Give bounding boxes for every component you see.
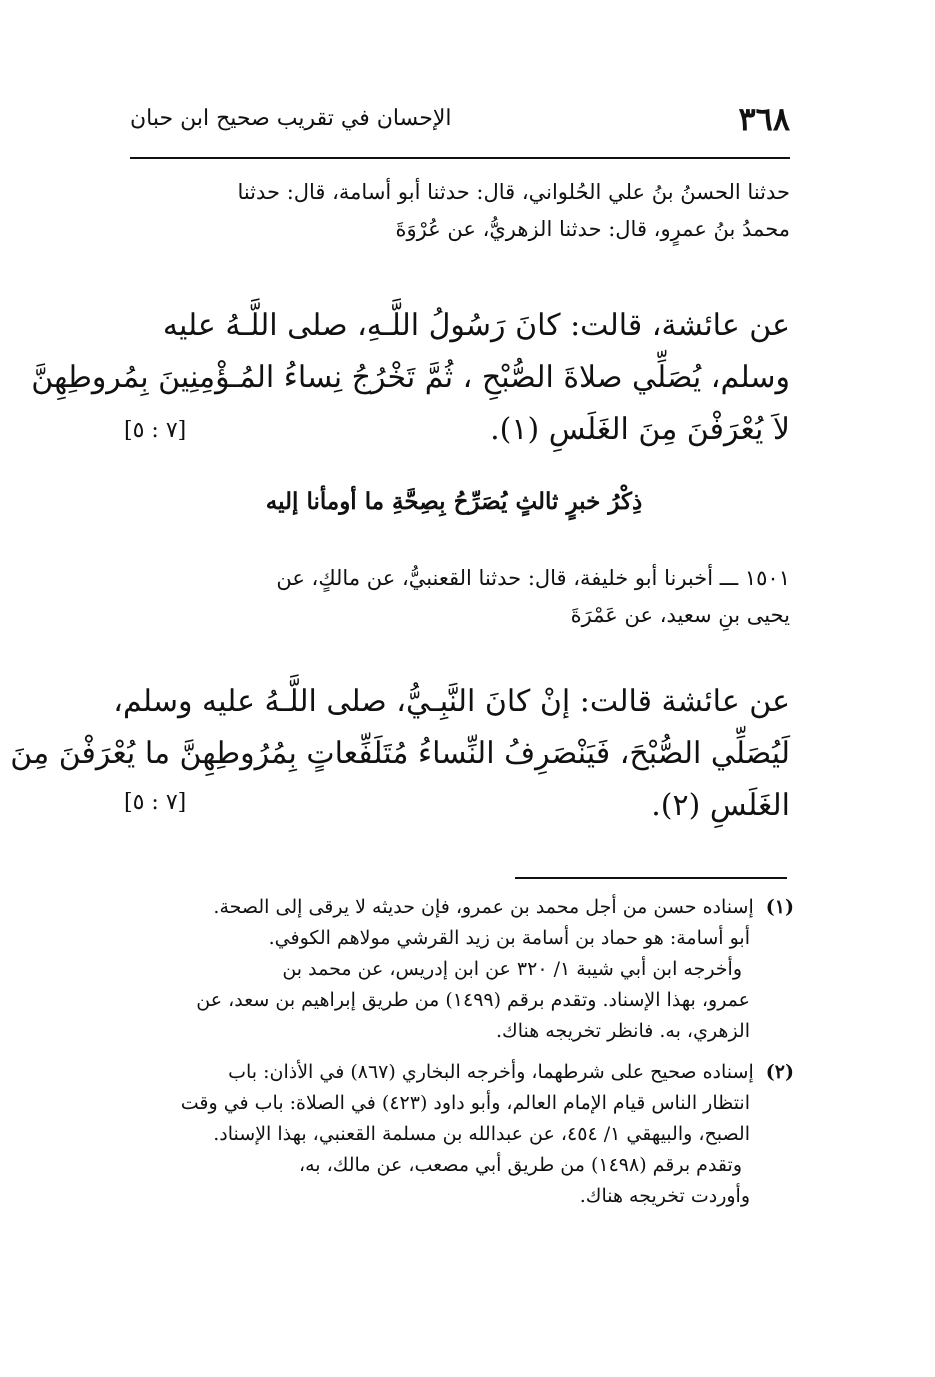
hadith-2-reference: [٧ : ٥] [124, 790, 187, 815]
matn-line: لاَ يُعْرَفْنَ مِنَ الغَلَسِ (١). [490, 412, 790, 447]
footnote-gap [118, 1047, 794, 1057]
footnote-line: الزهري، به. فانظر تخريجه هناك. [496, 1020, 750, 1042]
hadith-1-reference: [٧ : ٥] [124, 418, 187, 443]
hadith-1-matn [31, 300, 790, 456]
header-rule [130, 157, 790, 159]
matn-line: عن عائشة قالت: إنْ كانَ النَّبِـيُّ، صلى اللَّـهُ عليه وسلم، [113, 684, 790, 719]
hadith-1-isnad [118, 174, 790, 248]
footnote-marker: (٢) [765, 1061, 794, 1083]
matn-line: الغَلَسِ (٢). [651, 788, 790, 823]
hadith-2-isnad [118, 560, 790, 634]
page-number: ٣٦٨ [738, 100, 790, 138]
footnote-line: انتظار الناس قيام الإمام العالم، وأبو داود (٤٢٣) في الصلاة: باب في وقت [180, 1092, 750, 1114]
footnote-line: وأوردت تخريجه هناك. [579, 1185, 750, 1207]
footnote-line [118, 1057, 794, 1088]
footnote-line: وتقدم برقم (١٤٩٨) من طريق أبي مصعب، عن مالك، به، [298, 1154, 742, 1176]
page-header [130, 100, 790, 144]
hadith-2-matn [10, 676, 790, 832]
footnote-text: إسناده حسن من أجل محمد بن عمرو، فإن حديثه لا يرقى إلى الصحة. [213, 896, 754, 918]
isnad-line: حدثنا الحسنُ بنُ علي الحُلواني، قال: حدثنا أبو أسامة، قال: حدثنا [237, 180, 790, 204]
isnad-line: محمدُ بنُ عمرٍو، قال: حدثنا الزهريُّ، عن عُرْوَةَ [395, 217, 790, 241]
section-heading: ذِكْرُ خبرٍ ثالثٍ يُصَرِّحُ بِصِحَّةِ ما أومأنا إليه [265, 488, 643, 515]
footnote-line [118, 892, 794, 923]
footnote-line: أبو أسامة: هو حماد بن أسامة بن زيد القرشي مولاهم الكوفي. [268, 927, 750, 949]
matn-line: عن عائشة، قالت: كانَ رَسُولُ اللَّـهِ، صلى اللَّـهُ عليه [162, 308, 790, 343]
matn-line: لَيُصَلِّي الصُّبْحَ، فَيَنْصَرِفُ النِّساءُ مُتَلَفِّعاتٍ بِمُرُوطِهِنَّ ما يُعْرَفْنَ مِنَ [10, 736, 790, 771]
footnote-marker: (١) [765, 896, 794, 918]
footnote-line: وأخرجه ابن أبي شيبة ١/ ٣٢٠ عن ابن إدريس، عن محمد بن [282, 958, 742, 980]
isnad-line: ١٥٠١ ـــ أخبرنا أبو خليفة، قال: حدثنا القعنبيُّ، عن مالكٍ، عن [276, 566, 790, 590]
footnotes [118, 892, 794, 1212]
footnote-line: الصبح، والبيهقي ١/ ٤٥٤، عن عبدالله بن مسلمة القعنبي، بهذا الإسناد. [213, 1123, 750, 1145]
matn-line: وسلم، يُصَلِّي صلاةَ الصُّبْحِ ، ثُمَّ تَخْرُجُ نِساءُ المُـؤْمِنِينَ بِمُروطِهِنَّ [31, 360, 790, 395]
running-title: الإحسان في تقريب صحيح ابن حبان [130, 106, 452, 131]
isnad-line: يحيى بنِ سعيد، عن عَمْرَةَ [570, 603, 790, 627]
footnote-rule [515, 877, 787, 879]
footnote-text: إسناده صحيح على شرطهما، وأخرجه البخاري (٨٦٧) في الأذان: باب [228, 1061, 754, 1083]
footnote-line: عمرو، بهذا الإسناد. وتقدم برقم (١٤٩٩) من طريق إبراهيم بن سعد، عن [196, 989, 750, 1011]
